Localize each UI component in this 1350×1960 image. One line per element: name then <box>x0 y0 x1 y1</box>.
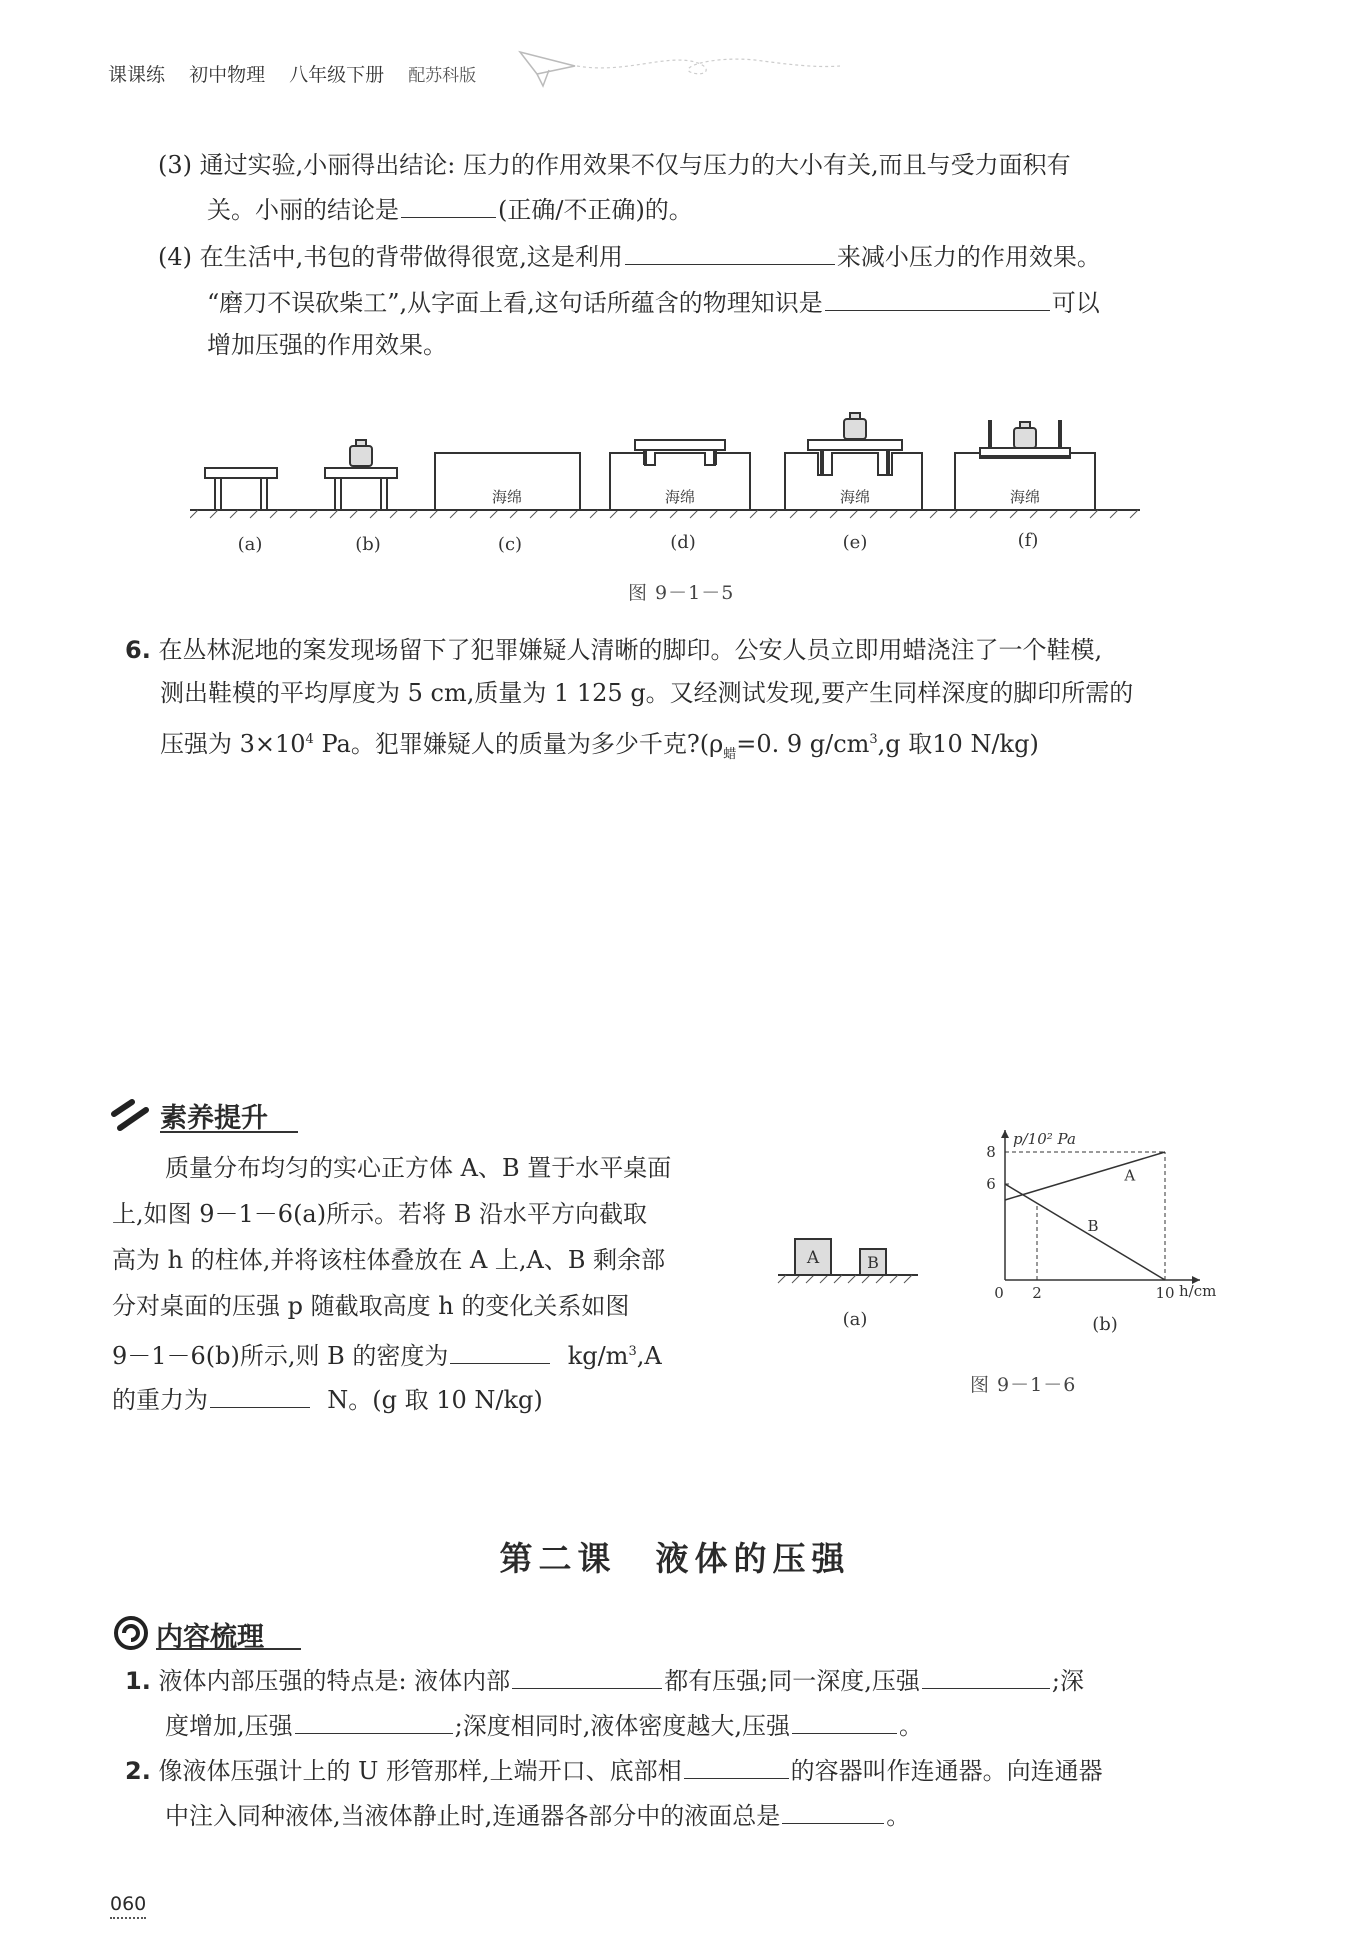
section-title-underline <box>160 1131 298 1133</box>
q5-part3-line1: (3) 通过实验,小丽得出结论: 压力的作用效果不仅与压力的大小有关,而且与受力面积有 <box>158 151 1071 179</box>
answer-blank-weight[interactable] <box>210 1377 310 1408</box>
header-series: 课课练 <box>108 64 166 86</box>
q5-part4-proverb: “磨刀不误砍柴工”,从字面上看,这句话所蕴含的物理知识是 <box>207 289 823 317</box>
lesson-title: 第二课 液体的压强 <box>499 1539 851 1578</box>
page-number: 060 <box>110 1893 146 1919</box>
neirong-q1-text-c: ;深 <box>1051 1667 1084 1695</box>
q5-part4-line2 <box>207 280 1100 323</box>
q6-number: 6. <box>125 636 151 664</box>
section-title-neirong: 内容梳理 <box>156 1622 264 1653</box>
series-line-B <box>1005 1184 1165 1280</box>
header-grade: 八年级下册 <box>289 64 385 86</box>
fig5-label-a: (a) <box>237 534 263 555</box>
suyang-text-5a: 9－1－6(b)所示,则 B 的密度为 <box>112 1342 449 1370</box>
sponge-f-inverted-table-and-weight <box>955 420 1095 510</box>
neirong-q2-text-d: 。 <box>886 1802 911 1830</box>
figure-9-1-5 <box>190 400 1150 570</box>
q6-exponent-2: 3 <box>869 732 878 747</box>
suyang-text-6a: 的重力为 <box>112 1386 208 1414</box>
q6-line3 <box>160 720 1039 775</box>
series-label-B: B <box>1087 1216 1099 1235</box>
q6-line2: 测出鞋模的平均厚度为 5 cm,质量为 1 125 g。又经测试发现,要产生同样深度的脚印所需的 <box>160 679 1134 707</box>
table-a <box>205 468 277 510</box>
answer-blank[interactable] <box>295 1703 453 1734</box>
neirong-q2-text-b: 的容器叫作连通器。向连通器 <box>790 1757 1103 1785</box>
suyang-line1: 质量分布均匀的实心正方体 A、B 置于水平桌面 <box>165 1154 672 1182</box>
double-slash-icon <box>110 1098 155 1134</box>
neirong-q1-text-f: 。 <box>898 1712 923 1740</box>
answer-blank[interactable] <box>825 280 1050 311</box>
answer-blank[interactable] <box>782 1793 884 1824</box>
suyang-text-5c: ,A <box>636 1342 662 1370</box>
answer-blank[interactable] <box>625 234 835 265</box>
answer-blank[interactable] <box>922 1658 1050 1689</box>
sponge-label: 海绵 <box>491 488 523 506</box>
neirong-q1-text-d: 度增加,压强 <box>165 1712 293 1740</box>
y-axis-arrow <box>1001 1130 1009 1138</box>
fig5-label-e: (e) <box>842 532 868 553</box>
header-edition: 配苏科版 <box>408 66 477 86</box>
q5-part4-line1 <box>158 234 1101 277</box>
y-axis-label: p/10² Pa <box>1013 1130 1076 1148</box>
suyang-line5 <box>112 1332 662 1376</box>
figure-9-1-6-caption: 图 9－1－6 <box>970 1374 1077 1396</box>
svg-text:海绵: 海绵 <box>1009 488 1041 506</box>
cube-a-label: A <box>806 1248 820 1268</box>
answer-blank[interactable] <box>401 187 496 218</box>
neirong-q1-line1 <box>125 1658 1084 1701</box>
neirong-q1-number: 1. <box>125 1667 151 1695</box>
q5-part4-text-end2: 可以 <box>1051 289 1100 317</box>
suyang-line3: 高为 h 的柱体,并将该柱体叠放在 A 上,A、B 剩余部 <box>112 1246 666 1274</box>
q6-text-3b: Pa。犯罪嫌疑人的质量为多少千克?(ρ <box>313 730 724 758</box>
suyang-unit-exp: 3 <box>628 1344 637 1359</box>
fig5-label-b: (b) <box>355 534 381 555</box>
sponge-e-with-table-and-weight <box>785 413 922 510</box>
q5-part3-line2 <box>207 187 693 230</box>
q5-part3-text: 关。小丽的结论是 <box>207 196 399 224</box>
neirong-q2-line1 <box>125 1748 1103 1791</box>
fig5-label-c: (c) <box>497 534 523 555</box>
sponge-d-with-table <box>610 440 750 510</box>
series-line-A <box>1005 1152 1165 1200</box>
q6-subscript: 蜡 <box>723 746 737 762</box>
q5-part4-text: (4) 在生活中,书包的背带做得很宽,这是利用 <box>158 243 623 271</box>
neirong-q1-text-a: 液体内部压强的特点是: 液体内部 <box>158 1667 511 1695</box>
figure-9-1-6a <box>775 1225 925 1335</box>
cube-b-label: B <box>867 1253 879 1272</box>
figure-9-1-5-caption: 图 9－1－5 <box>628 582 735 604</box>
neirong-q2-number: 2. <box>125 1757 151 1785</box>
neirong-q1-text-e: ;深度相同时,液体密度越大,压强 <box>454 1712 790 1740</box>
suyang-line6 <box>112 1377 543 1420</box>
answer-blank[interactable] <box>684 1748 789 1779</box>
q6-text-3a: 压强为 3×10 <box>160 730 306 758</box>
fig6a-label: (a) <box>842 1309 868 1330</box>
x-axis-label: h/cm <box>1179 1282 1217 1300</box>
y-tick-label: 8 <box>986 1143 996 1161</box>
q6-text-3c: =0. 9 g/cm <box>736 730 870 758</box>
suyang-unit: kg/m <box>567 1342 629 1370</box>
neirong-q2-text-c: 中注入同种液体,当液体静止时,连通器各部分中的液面总是 <box>165 1802 781 1830</box>
series-label-A: A <box>1124 1166 1136 1185</box>
q6-exponent: 4 <box>305 732 314 747</box>
neirong-q2-line2 <box>165 1793 910 1836</box>
spiral-icon <box>112 1614 150 1652</box>
neirong-q2-text-a: 像液体压强计上的 U 形管那样,上端开口、底部相 <box>158 1757 682 1785</box>
suyang-line2: 上,如图 9－1－6(a)所示。若将 B 沿水平方向截取 <box>112 1200 647 1228</box>
q5-part4-line3: 增加压强的作用效果。 <box>207 331 447 359</box>
fig6b-label: (b) <box>1092 1314 1118 1335</box>
section-title-underline <box>156 1648 301 1650</box>
q6-text-3d: ,g 取10 N/kg) <box>877 730 1039 758</box>
svg-text:海绵: 海绵 <box>839 488 871 506</box>
fig5-label-f: (f) <box>1017 530 1039 551</box>
suyang-text-6b: N。(g 取 10 N/kg) <box>327 1386 543 1414</box>
figure-9-1-6b-chart <box>970 1130 1240 1345</box>
q5-part3-options: (正确/不正确)的。 <box>498 196 693 224</box>
suyang-line4: 分对桌面的压强 p 随截取高度 h 的变化关系如图 <box>112 1292 630 1320</box>
neirong-q1-line2 <box>165 1703 923 1746</box>
q6-text-1: 在丛林泥地的案发现场留下了犯罪嫌疑人清晰的脚印。公安人员立即用蜡浇注了一个鞋模, <box>158 636 1103 664</box>
y-tick-label: 6 <box>986 1175 996 1193</box>
q5-part4-text-end: 来减小压力的作用效果。 <box>836 243 1101 271</box>
header-subject: 初中物理 <box>189 64 266 86</box>
x-tick-label: 2 <box>1032 1284 1042 1302</box>
section-title-suyang: 素养提升 <box>160 1103 268 1134</box>
neirong-q1-text-b: 都有压强;同一深度,压强 <box>664 1667 920 1695</box>
x-tick-label: 0 <box>994 1284 1004 1302</box>
running-header <box>108 60 494 87</box>
fig5-label-d: (d) <box>670 532 696 553</box>
q6-line1 <box>125 630 1102 670</box>
answer-blank-density[interactable] <box>450 1333 550 1364</box>
paper-plane-icon <box>515 44 845 94</box>
svg-text:海绵: 海绵 <box>664 488 696 506</box>
table-b-with-weight <box>325 440 397 510</box>
x-tick-label: 10 <box>1155 1284 1175 1302</box>
answer-blank[interactable] <box>792 1703 897 1734</box>
answer-blank[interactable] <box>512 1658 662 1689</box>
